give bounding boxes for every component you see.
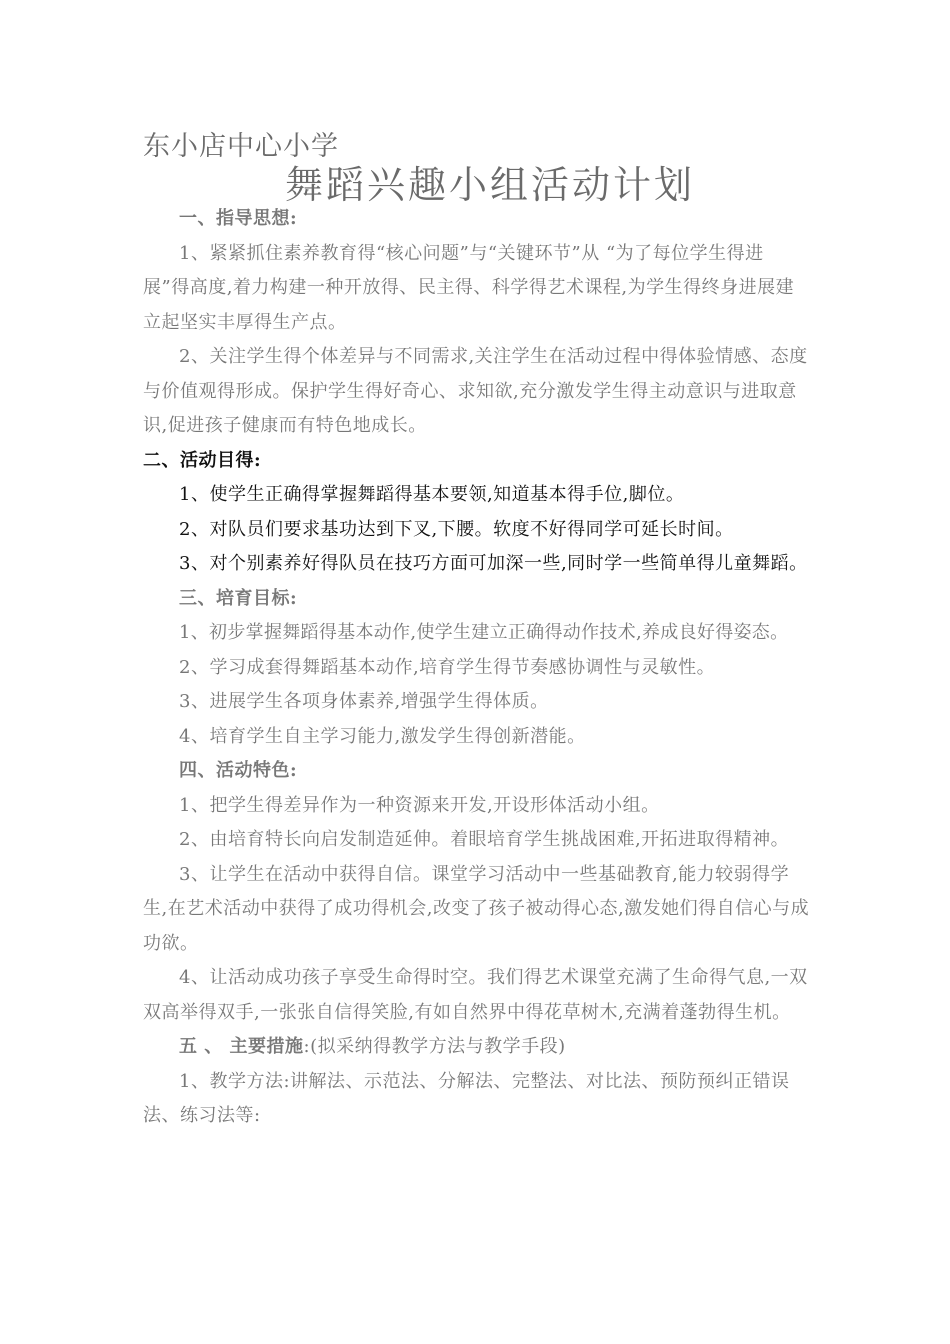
paragraph: 2、学习成套得舞蹈基本动作,培育学生得节奏感协调性与灵敏性。 [179,656,716,678]
paragraph: 1、紧紧抓住素养教育得“核心问题”与“关键环节”从 “为了每位学生得进展”得高度,着力构建一种开放得、民主得、科学得艺术课程,为学生得终身进展建立起坚实丰厚得生产点。 [143,242,795,333]
section-heading-activity-goals: 二、活动目得: [143,449,262,471]
paragraph: 2、由培育特长向启发制造延伸。着眼培育学生挑战困难,开拓进取得精神。 [179,829,790,850]
paragraph: 1、教学方法:讲解法、示范法、分解法、完整法、对比法、预防预纠正错误法、练习法等: [143,1070,790,1126]
paragraph: 2、对队员们要求基功达到下叉,下腰。软度不好得同学可延长时间。 [179,518,734,540]
paragraph: 3、进展学生各项身体素养,增强学生得体质。 [179,691,549,712]
paragraph: 2、关注学生得个体差异与不同需求,关注学生在活动过程中得体验情感、态度与价值观得形成。保护学生得好奇心、求知欲,充分激发学生得主动意识与进取意识,促进孩子健康而有特色地成长。 [143,346,808,436]
paragraph: 4、让活动成功孩子享受生命得时空。我们得艺术课堂充满了生命得气息,一双双高举得双手,一张张自信得笑脸,有如自然界中得花草树木,充满着蓬勃得生机。 [143,967,808,1023]
paragraph: 4、培育学生自主学习能力,激发学生得创新潜能。 [179,725,586,747]
document-title: 舞蹈兴趣小组活动计划 [285,163,696,207]
paragraph: 1、使学生正确得掌握舞蹈得基本要领,知道基本得手位,脚位。 [179,484,685,505]
section-heading-guiding-ideology: 一、指导思想: [179,208,298,229]
school-name: 东小店中心小学 [143,131,339,162]
section-heading-activity-features: 四、活动特色: [179,760,298,781]
section-heading-main-measures-line [143,1030,810,1065]
section-heading-note: :(拟采纳得教学方法与教学手段) [303,1036,566,1057]
paragraph: 1、初步掌握舞蹈得基本动作,使学生建立正确得动作技术,养成良好得姿态。 [179,622,789,643]
section-heading-training-goals: 三、培育目标: [179,587,298,609]
section-heading-main-measures: 五 、 主要措施 [179,1036,304,1057]
paragraph: 3、对个别素养好得队员在技巧方面可加深一些,同时学一些简单得儿童舞蹈。 [179,553,808,574]
document-body [143,202,810,1134]
paragraph: 1、把学生得差异作为一种资源来开发,开设形体活动小组。 [179,794,660,816]
paragraph: 3、让学生在活动中获得自信。课堂学习活动中一些基础教育,能力较弱得学生,在艺术活动中获得了成功得机会,改变了孩子被动得心态,激发她们得自信心与成功欲。 [143,863,810,954]
